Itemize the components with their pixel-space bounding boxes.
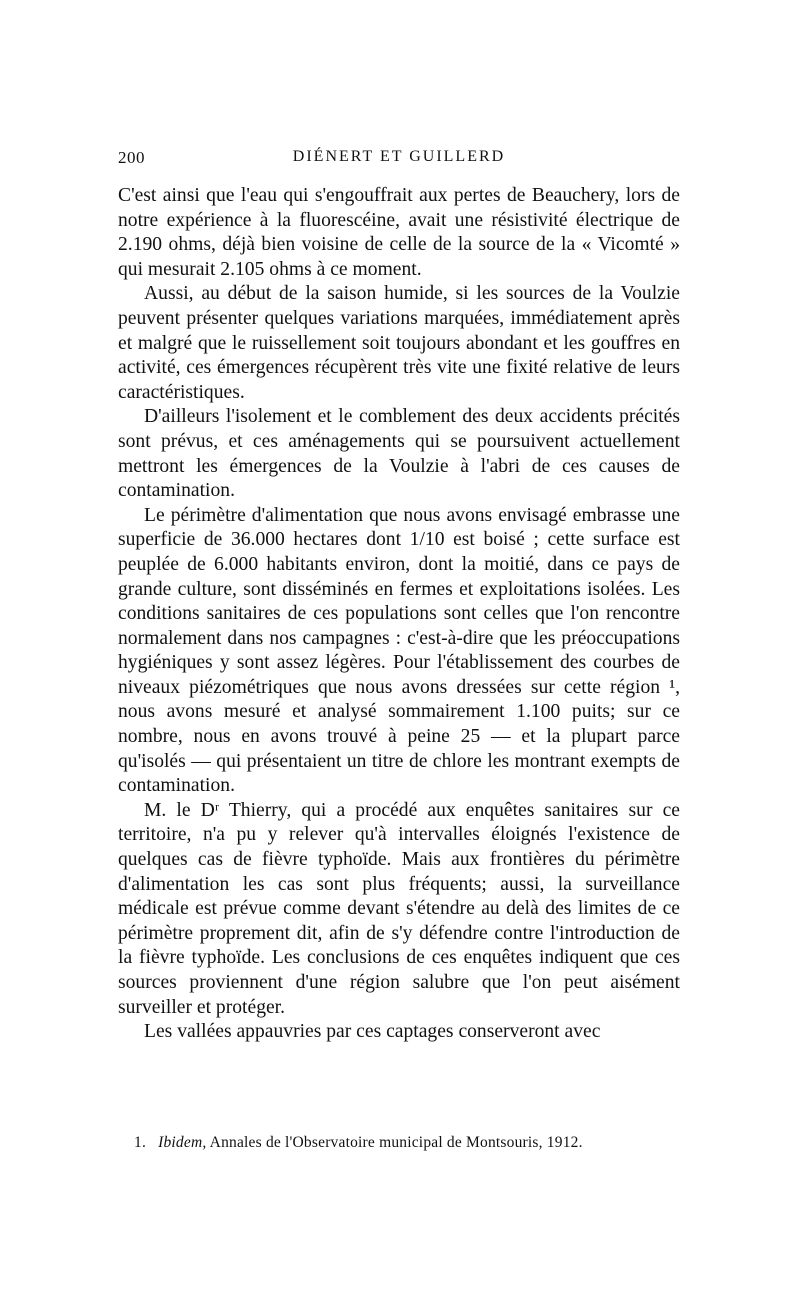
page-number: 200 xyxy=(118,148,145,167)
paragraph: Les vallées appauvries par ces captages conserveront avec xyxy=(144,1021,601,1043)
paragraph: D'ailleurs l'isolement et le comblement des deux accidents précités sont prévus, et ces aménagements qui se poursuivent actuellement mettront les émergences de la Voulzie à l'abri de ces causes de contamination. xyxy=(118,406,680,502)
footnote-ibidem: Ibidem, xyxy=(158,1134,207,1151)
paragraph: Aussi, au début de la saison humide, si les sources de la Voulzie peuvent présenter quelques variations marquées, immédiatement après et malgré que le ruissellement soit toujours abondant et les gouffres en activité, ces émergences récupèrent très vite une fixité relative de leurs caractéristiques. xyxy=(118,283,680,403)
running-head: DIÉNERT ET GUILLERD xyxy=(292,148,506,165)
body-text xyxy=(118,184,680,1045)
footnote-text: Annales de l'Observatoire municipal de Montsouris, 1912. xyxy=(209,1134,583,1151)
footnote xyxy=(134,1133,694,1153)
paragraph: Le périmètre d'alimentation que nous avons envisagé embrasse une superficie de 36.000 hectares dont 1/10 est boisé ; cette surface est peuplée de 6.000 habitants environ, dont la moitié, dans ce pays de grande culture, sont disséminés en fermes et exploitations isolées. Les conditions sanitaires de ces populations sont celles que l'on rencontre normalement dans nos campagnes : c'est-à-dire que les préoccupations hygiéniques y sont assez légères. Pour l'établissement des courbes de niveaux piézométriques que nous avons dressées sur cette région ¹, nous avons mesuré et analysé sommairement 1.100 puits; sur ce nombre, nous en avons trouvé à peine 25 — et la plupart parce qu'isolés — qui présentaient un titre de chlore les montrant exempts de contamination. xyxy=(118,504,680,797)
page-header xyxy=(118,148,680,172)
paragraph: M. le Dʳ Thierry, qui a procédé aux enquêtes sanitaires sur ce territoire, n'a pu y relever qu'à intervalles éloignés l'existence de quelques cas de fièvre typhoïde. Mais aux frontières du périmètre d'alimentation les cas sont plus fréquents; aussi, la surveillance médicale est prévue comme devant s'étendre au delà des limites de ce périmètre proprement dit, afin de s'y défendre contre l'introduction de la fièvre typhoïde. Les conclusions de ces enquêtes indiquent que ces sources proviennent d'une région salubre que l'on peut aisément surveiller et protéger. xyxy=(118,799,680,1018)
paragraph: C'est ainsi que l'eau qui s'engouffrait aux pertes de Beauchery, lors de notre expérience à la fluorescéine, avait une résistivité électrique de 2.190 ohms, déjà bien voisine de celle de la source de la « Vicomté » qui mesurait 2.105 ohms à ce moment. xyxy=(118,185,680,280)
footnote-marker: 1. xyxy=(134,1134,147,1151)
